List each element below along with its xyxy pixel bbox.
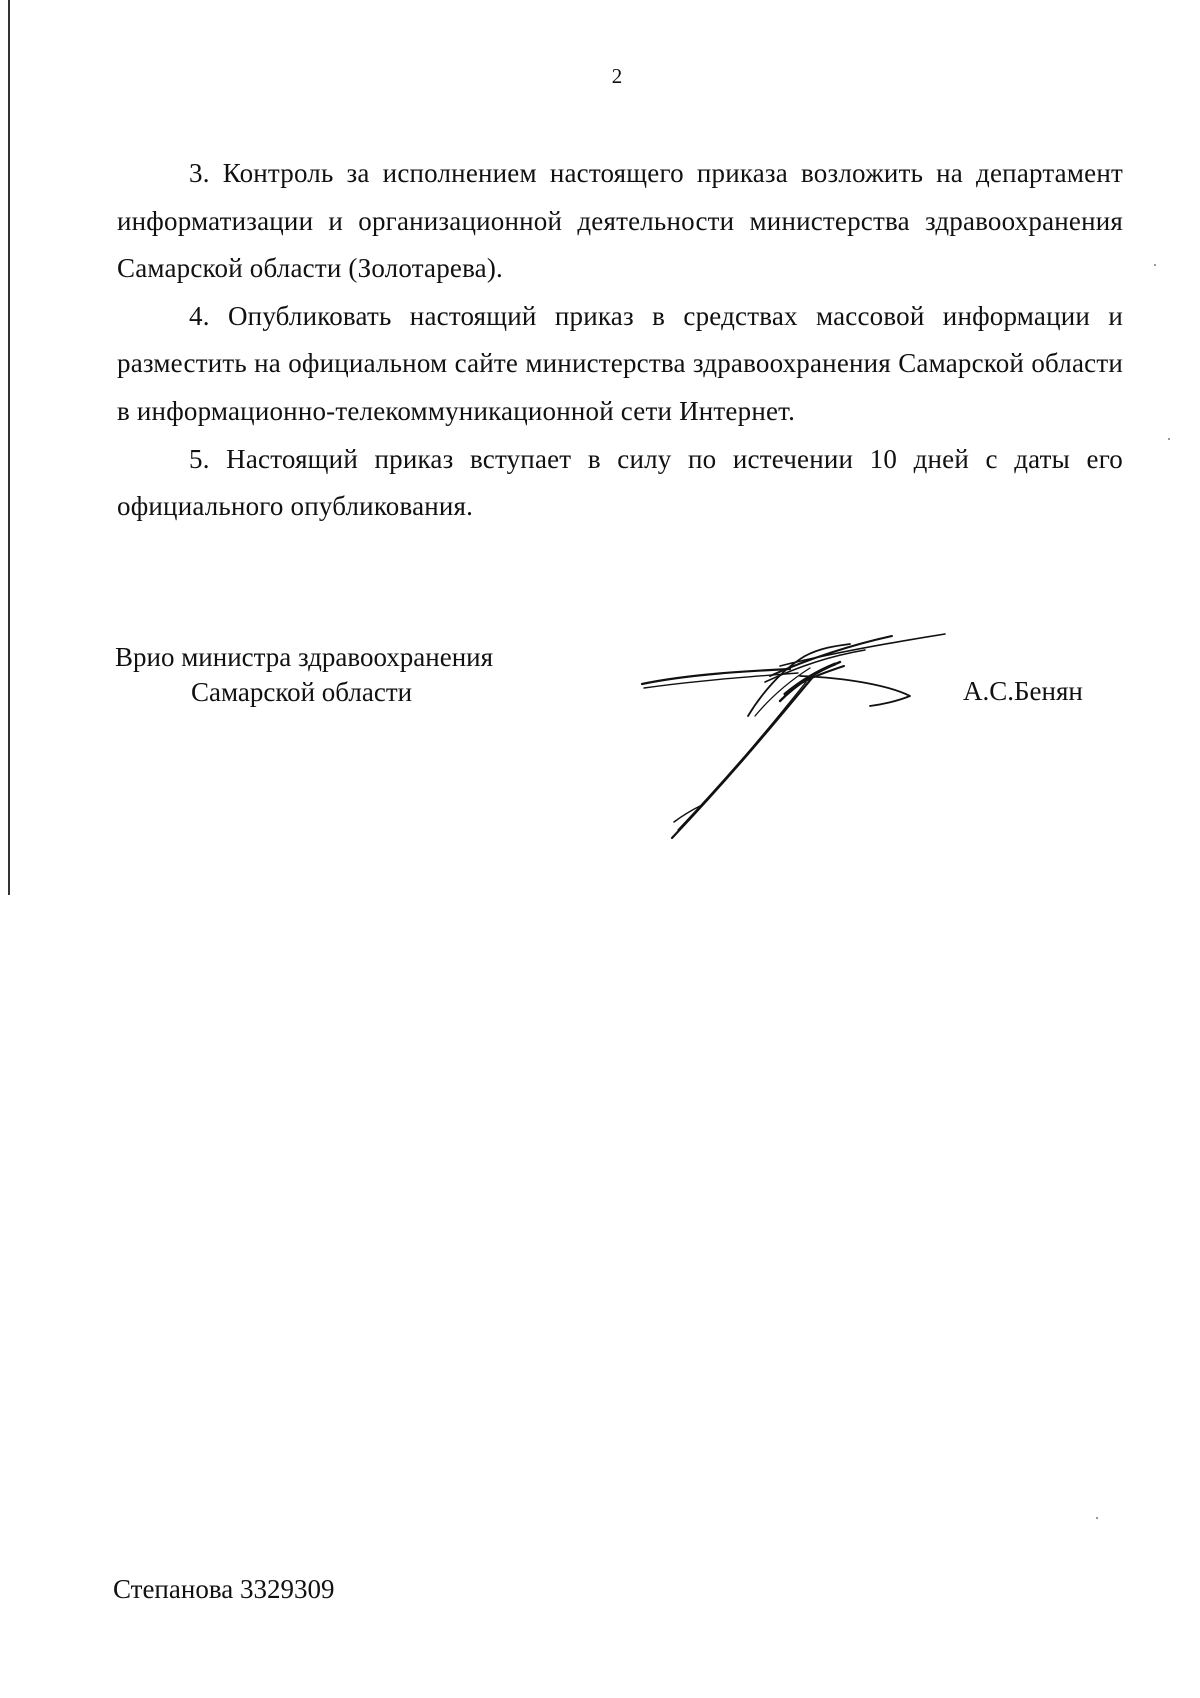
page-number: 2 [611,64,623,88]
signature-block [0,640,1200,840]
paragraph-5: 5. Настоящий приказ вступает в силу по истечении 10 дней с даты его официального опубликования. [117,443,1123,522]
executor-contact: Степанова 3329309 [113,1574,335,1604]
document-body [117,150,1123,531]
scan-speck [1154,264,1156,266]
scan-speck [1168,438,1170,440]
handwritten-signature [630,616,960,846]
signatory-name: А.С.Бенян [963,676,1083,706]
paragraph-3: 3. Контроль за исполнением настоящего приказа возложить на департамент информатизации и организационной деятельности министерства здравоохранения Самарской области (Золотарева). [117,158,1123,284]
signatory-title-line-2: Самарской области [191,677,413,707]
signatory-title-line-1: Врио министра здравоохранения [115,642,494,672]
scan-speck [1096,1517,1098,1519]
paragraph-4: 4. Опубликовать настоящий приказ в средствах массовой информации и разместить на официальном сайте министерства здравоохранения Самарской области в информационно-телекоммуникационной сети Интернет. [117,300,1123,426]
signatory-title [115,640,493,710]
